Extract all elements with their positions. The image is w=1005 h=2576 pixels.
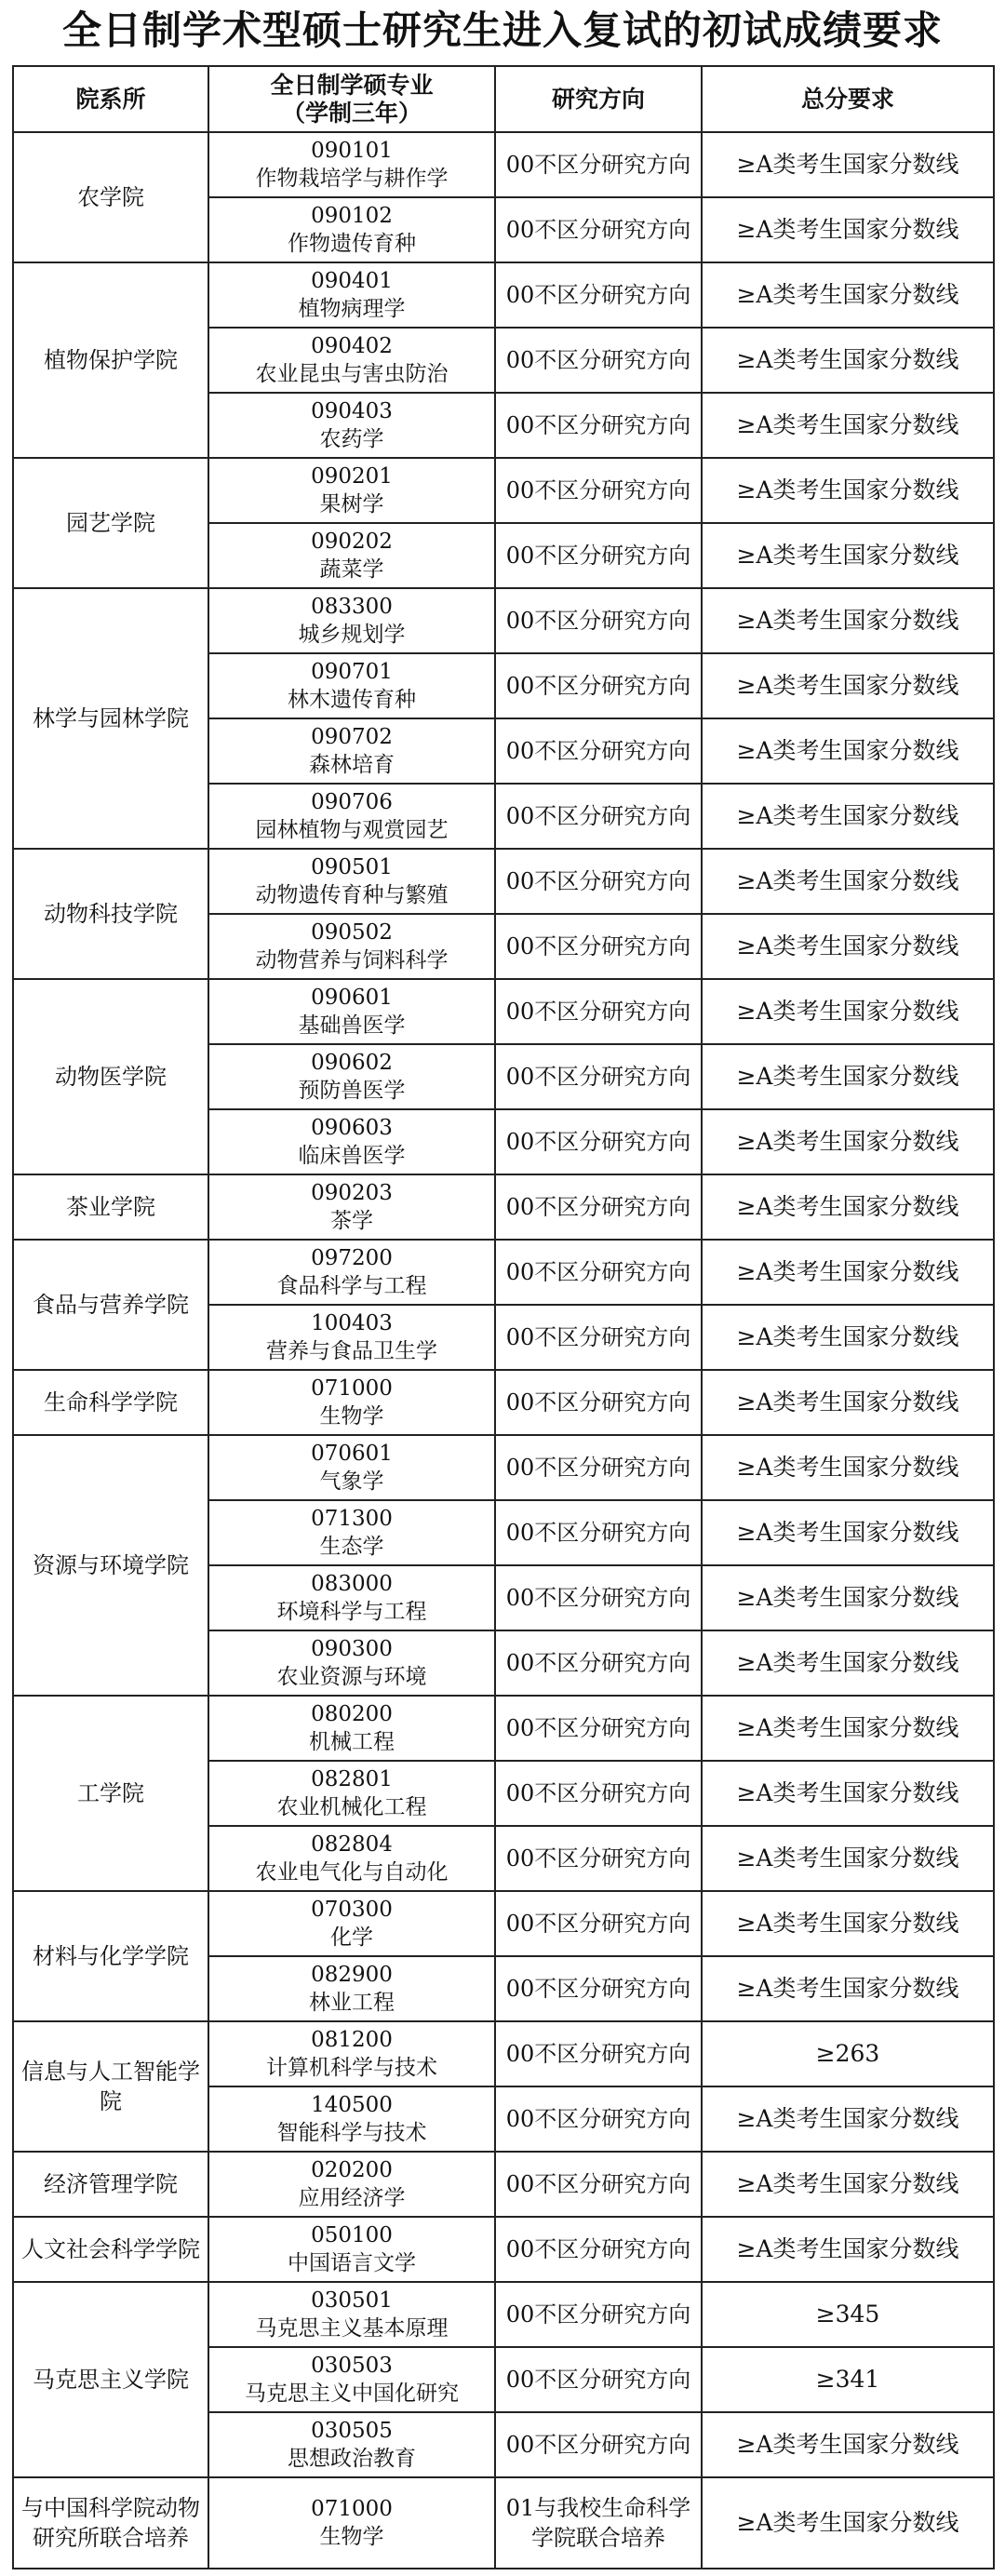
major-code: 083300	[311, 595, 393, 619]
major-name: 生态学	[319, 1535, 384, 1559]
major-name: 森林培育	[309, 753, 395, 777]
major-code: 070300	[311, 1898, 393, 1922]
major-code: 140500	[311, 2093, 393, 2117]
table-row	[13, 2477, 994, 2569]
direction-cell: 00不区分研究方向	[495, 1109, 702, 1174]
score-cell: ≥A类考生国家分数线	[702, 2217, 994, 2282]
major-code: 030505	[311, 2419, 393, 2443]
major-cell	[208, 328, 495, 393]
college-cell: 与中国科学院动物研究所联合培养	[13, 2477, 208, 2569]
major-cell	[208, 2152, 495, 2217]
score-cell: ≥A类考生国家分数线	[702, 2152, 994, 2217]
table-row	[13, 262, 994, 328]
major-cell	[208, 1956, 495, 2021]
major-cell	[208, 2347, 495, 2412]
major-cell	[208, 2282, 495, 2347]
major-code: 071000	[311, 1376, 393, 1401]
table-row	[13, 1891, 994, 1956]
major-name: 机械工程	[309, 1730, 395, 1754]
score-cell: ≥A类考生国家分数线	[702, 458, 994, 523]
college-cell: 园艺学院	[13, 458, 208, 588]
major-name: 生物学	[319, 1404, 384, 1429]
college-cell: 人文社会科学学院	[13, 2217, 208, 2282]
table-row	[13, 2217, 994, 2282]
table-row	[13, 979, 994, 1044]
header-major-line2: （学制三年）	[281, 99, 422, 127]
major-cell	[208, 1630, 495, 1696]
major-name: 气象学	[319, 1469, 384, 1494]
major-cell	[208, 2217, 495, 2282]
major-code: 070601	[311, 1442, 393, 1466]
score-cell: ≥A类考生国家分数线	[702, 784, 994, 849]
major-cell	[208, 1696, 495, 1761]
major-code: 090401	[311, 269, 393, 293]
major-code: 090701	[311, 660, 393, 684]
major-cell	[208, 2021, 495, 2086]
major-name: 营养与食品卫生学	[266, 1339, 437, 1363]
score-cell: ≥A类考生国家分数线	[702, 1826, 994, 1891]
table-row	[13, 2282, 994, 2347]
major-code: 090201	[311, 464, 393, 489]
major-name: 作物遗传育种	[288, 232, 416, 256]
score-cell: ≥A类考生国家分数线	[702, 1696, 994, 1761]
major-cell	[208, 784, 495, 849]
direction-cell: 00不区分研究方向	[495, 2412, 702, 2477]
major-code: 050100	[311, 2223, 393, 2247]
score-cell: ≥A类考生国家分数线	[702, 393, 994, 458]
score-cell: ≥A类考生国家分数线	[702, 132, 994, 197]
direction-cell: 00不区分研究方向	[495, 1174, 702, 1240]
direction-cell: 00不区分研究方向	[495, 1305, 702, 1370]
score-cell: ≥A类考生国家分数线	[702, 1500, 994, 1565]
major-code: 090706	[311, 790, 393, 814]
direction-cell: 00不区分研究方向	[495, 1956, 702, 2021]
major-name: 食品科学与工程	[276, 1274, 427, 1298]
college-cell: 材料与化学学院	[13, 1891, 208, 2021]
score-requirements-table	[12, 65, 995, 2569]
direction-cell: 00不区分研究方向	[495, 523, 702, 588]
major-code: 020200	[311, 2158, 393, 2182]
major-code: 090702	[311, 725, 393, 749]
major-cell	[208, 1565, 495, 1630]
major-name: 农业昆虫与害虫防治	[255, 362, 449, 386]
major-code: 071300	[311, 1507, 393, 1531]
major-code: 090603	[311, 1116, 393, 1140]
direction-cell: 00不区分研究方向	[495, 1500, 702, 1565]
header-score: 总分要求	[702, 66, 994, 132]
direction-cell: 00不区分研究方向	[495, 784, 702, 849]
major-cell	[208, 1044, 495, 1109]
major-code: 082900	[311, 1963, 393, 1987]
major-cell	[208, 849, 495, 914]
direction-cell: 00不区分研究方向	[495, 132, 702, 197]
major-cell	[208, 718, 495, 784]
direction-cell: 00不区分研究方向	[495, 979, 702, 1044]
major-code: 090102	[311, 204, 393, 228]
major-name: 城乡规划学	[298, 623, 406, 647]
score-cell: ≥A类考生国家分数线	[702, 328, 994, 393]
college-cell: 植物保护学院	[13, 262, 208, 458]
direction-cell: 00不区分研究方向	[495, 328, 702, 393]
major-code: 071000	[311, 2497, 393, 2521]
score-cell: ≥A类考生国家分数线	[702, 197, 994, 262]
major-name: 预防兽医学	[298, 1079, 406, 1103]
score-cell: ≥A类考生国家分数线	[702, 1305, 994, 1370]
direction-cell: 00不区分研究方向	[495, 1565, 702, 1630]
direction-cell: 00不区分研究方向	[495, 2021, 702, 2086]
college-cell: 林学与园林学院	[13, 588, 208, 849]
college-cell: 茶业学院	[13, 1174, 208, 1240]
college-cell: 信息与人工智能学院	[13, 2021, 208, 2152]
college-cell: 马克思主义学院	[13, 2282, 208, 2477]
major-cell	[208, 458, 495, 523]
score-cell: ≥A类考生国家分数线	[702, 588, 994, 653]
score-cell: ≥A类考生国家分数线	[702, 523, 994, 588]
major-code: 090402	[311, 334, 393, 358]
table-row	[13, 132, 994, 197]
score-cell: ≥A类考生国家分数线	[702, 2477, 994, 2569]
major-name: 农业资源与环境	[276, 1665, 427, 1689]
major-cell	[208, 1305, 495, 1370]
major-name: 中国语言文学	[288, 2251, 416, 2275]
major-code: 090502	[311, 920, 393, 945]
major-cell	[208, 393, 495, 458]
college-cell: 生命科学学院	[13, 1370, 208, 1435]
direction-cell: 00不区分研究方向	[495, 1826, 702, 1891]
major-code: 083000	[311, 1572, 393, 1596]
major-name: 马克思主义基本原理	[255, 2316, 449, 2341]
major-cell	[208, 653, 495, 718]
college-cell: 工学院	[13, 1696, 208, 1891]
major-name: 生物学	[319, 2525, 384, 2549]
score-cell: ≥A类考生国家分数线	[702, 1240, 994, 1305]
major-cell	[208, 1174, 495, 1240]
score-cell: ≥341	[702, 2347, 994, 2412]
direction-cell: 00不区分研究方向	[495, 914, 702, 979]
major-name: 作物栽培学与耕作学	[255, 167, 449, 191]
score-cell: ≥A类考生国家分数线	[702, 262, 994, 328]
major-code: 090601	[311, 986, 393, 1010]
score-cell: ≥A类考生国家分数线	[702, 849, 994, 914]
major-cell	[208, 2477, 495, 2569]
score-cell: ≥A类考生国家分数线	[702, 1174, 994, 1240]
major-cell	[208, 1500, 495, 1565]
major-name: 农业机械化工程	[276, 1795, 427, 1819]
table-row	[13, 1696, 994, 1761]
major-cell	[208, 979, 495, 1044]
major-name: 动物营养与饲料科学	[255, 948, 449, 973]
major-name: 应用经济学	[298, 2186, 406, 2210]
direction-cell: 01与我校生命科学学院联合培养	[495, 2477, 702, 2569]
table-row	[13, 849, 994, 914]
header-direction: 研究方向	[495, 66, 702, 132]
major-code: 090203	[311, 1181, 393, 1205]
score-cell: ≥A类考生国家分数线	[702, 1891, 994, 1956]
major-name: 农药学	[319, 427, 384, 451]
major-name: 林木遗传育种	[288, 688, 416, 712]
score-cell: ≥A类考生国家分数线	[702, 1370, 994, 1435]
direction-cell: 00不区分研究方向	[495, 2086, 702, 2152]
major-cell	[208, 1891, 495, 1956]
major-code: 082804	[311, 1832, 393, 1857]
direction-cell: 00不区分研究方向	[495, 588, 702, 653]
major-code: 090403	[311, 399, 393, 423]
major-cell	[208, 1370, 495, 1435]
major-name: 蔬菜学	[319, 557, 384, 582]
college-cell: 经济管理学院	[13, 2152, 208, 2217]
table-row	[13, 458, 994, 523]
score-cell: ≥A类考生国家分数线	[702, 2086, 994, 2152]
table-row	[13, 588, 994, 653]
header-row	[13, 66, 994, 132]
college-cell: 农学院	[13, 132, 208, 262]
header-college: 院系所	[13, 66, 208, 132]
major-name: 马克思主义中国化研究	[245, 2381, 459, 2406]
score-cell: ≥A类考生国家分数线	[702, 1109, 994, 1174]
score-cell: ≥A类考生国家分数线	[702, 1630, 994, 1696]
major-cell	[208, 2086, 495, 2152]
score-cell: ≥A类考生国家分数线	[702, 1761, 994, 1826]
major-cell	[208, 914, 495, 979]
major-code: 030503	[311, 2354, 393, 2378]
major-code: 080200	[311, 1702, 393, 1726]
major-name: 思想政治教育	[288, 2447, 416, 2471]
direction-cell: 00不区分研究方向	[495, 718, 702, 784]
direction-cell: 00不区分研究方向	[495, 197, 702, 262]
major-cell	[208, 1826, 495, 1891]
direction-cell: 00不区分研究方向	[495, 1370, 702, 1435]
direction-cell: 00不区分研究方向	[495, 1891, 702, 1956]
table-row	[13, 1240, 994, 1305]
direction-cell: 00不区分研究方向	[495, 2347, 702, 2412]
direction-cell: 00不区分研究方向	[495, 1696, 702, 1761]
score-cell: ≥A类考生国家分数线	[702, 718, 994, 784]
major-code: 030501	[311, 2288, 393, 2313]
direction-cell: 00不区分研究方向	[495, 653, 702, 718]
major-name: 智能科学与技术	[276, 2121, 427, 2145]
major-code: 082801	[311, 1767, 393, 1791]
header-major	[208, 66, 495, 132]
major-name: 园林植物与观赏园艺	[255, 818, 449, 842]
major-cell	[208, 1240, 495, 1305]
score-cell: ≥A类考生国家分数线	[702, 914, 994, 979]
score-cell: ≥A类考生国家分数线	[702, 979, 994, 1044]
major-cell	[208, 1109, 495, 1174]
major-code: 081200	[311, 2028, 393, 2052]
major-code: 090300	[311, 1637, 393, 1661]
major-name: 基础兽医学	[298, 1013, 406, 1038]
college-cell: 动物医学院	[13, 979, 208, 1174]
score-cell: ≥A类考生国家分数线	[702, 653, 994, 718]
major-name: 茶学	[330, 1209, 373, 1233]
table-row	[13, 1174, 994, 1240]
direction-cell: 00不区分研究方向	[495, 1044, 702, 1109]
table-row	[13, 1370, 994, 1435]
table-row	[13, 1435, 994, 1500]
major-name: 林业工程	[309, 1991, 395, 2015]
direction-cell: 00不区分研究方向	[495, 262, 702, 328]
college-cell: 资源与环境学院	[13, 1435, 208, 1696]
table-body	[13, 132, 994, 2569]
score-cell: ≥345	[702, 2282, 994, 2347]
direction-cell: 00不区分研究方向	[495, 1761, 702, 1826]
major-cell	[208, 262, 495, 328]
direction-cell: 00不区分研究方向	[495, 849, 702, 914]
major-code: 090202	[311, 530, 393, 554]
major-code: 090101	[311, 139, 393, 163]
major-code: 090602	[311, 1051, 393, 1075]
major-cell	[208, 1435, 495, 1500]
direction-cell: 00不区分研究方向	[495, 2282, 702, 2347]
major-code: 097200	[311, 1246, 393, 1270]
header-major-line1: 全日制学硕专业	[270, 71, 434, 99]
direction-cell: 00不区分研究方向	[495, 1435, 702, 1500]
major-cell	[208, 523, 495, 588]
score-cell: ≥263	[702, 2021, 994, 2086]
major-name: 化学	[330, 1925, 373, 1950]
major-name: 农业电气化与自动化	[255, 1860, 449, 1885]
score-cell: ≥A类考生国家分数线	[702, 1435, 994, 1500]
major-name: 果树学	[319, 492, 384, 517]
direction-cell: 00不区分研究方向	[495, 1240, 702, 1305]
major-cell	[208, 2412, 495, 2477]
score-cell: ≥A类考生国家分数线	[702, 2412, 994, 2477]
direction-cell: 00不区分研究方向	[495, 2152, 702, 2217]
direction-cell: 00不区分研究方向	[495, 393, 702, 458]
major-name: 环境科学与工程	[276, 1600, 427, 1624]
table-header	[13, 66, 994, 132]
major-name: 临床兽医学	[298, 1144, 406, 1168]
major-cell	[208, 132, 495, 197]
major-name: 植物病理学	[298, 297, 406, 321]
major-code: 090501	[311, 855, 393, 879]
document-title: 全日制学术型硕士研究生进入复试的初试成绩要求	[61, 7, 943, 53]
direction-cell: 00不区分研究方向	[495, 2217, 702, 2282]
score-cell: ≥A类考生国家分数线	[702, 1044, 994, 1109]
score-cell: ≥A类考生国家分数线	[702, 1565, 994, 1630]
table-row	[13, 2021, 994, 2086]
major-code: 100403	[311, 1311, 393, 1335]
table-row	[13, 2152, 994, 2217]
score-cell: ≥A类考生国家分数线	[702, 1956, 994, 2021]
major-cell	[208, 197, 495, 262]
direction-cell: 00不区分研究方向	[495, 458, 702, 523]
major-cell	[208, 1761, 495, 1826]
college-cell: 食品与营养学院	[13, 1240, 208, 1370]
major-name: 计算机科学与技术	[266, 2056, 437, 2080]
college-cell: 动物科技学院	[13, 849, 208, 979]
major-name: 动物遗传育种与繁殖	[255, 883, 449, 907]
major-cell	[208, 588, 495, 653]
direction-cell: 00不区分研究方向	[495, 1630, 702, 1696]
